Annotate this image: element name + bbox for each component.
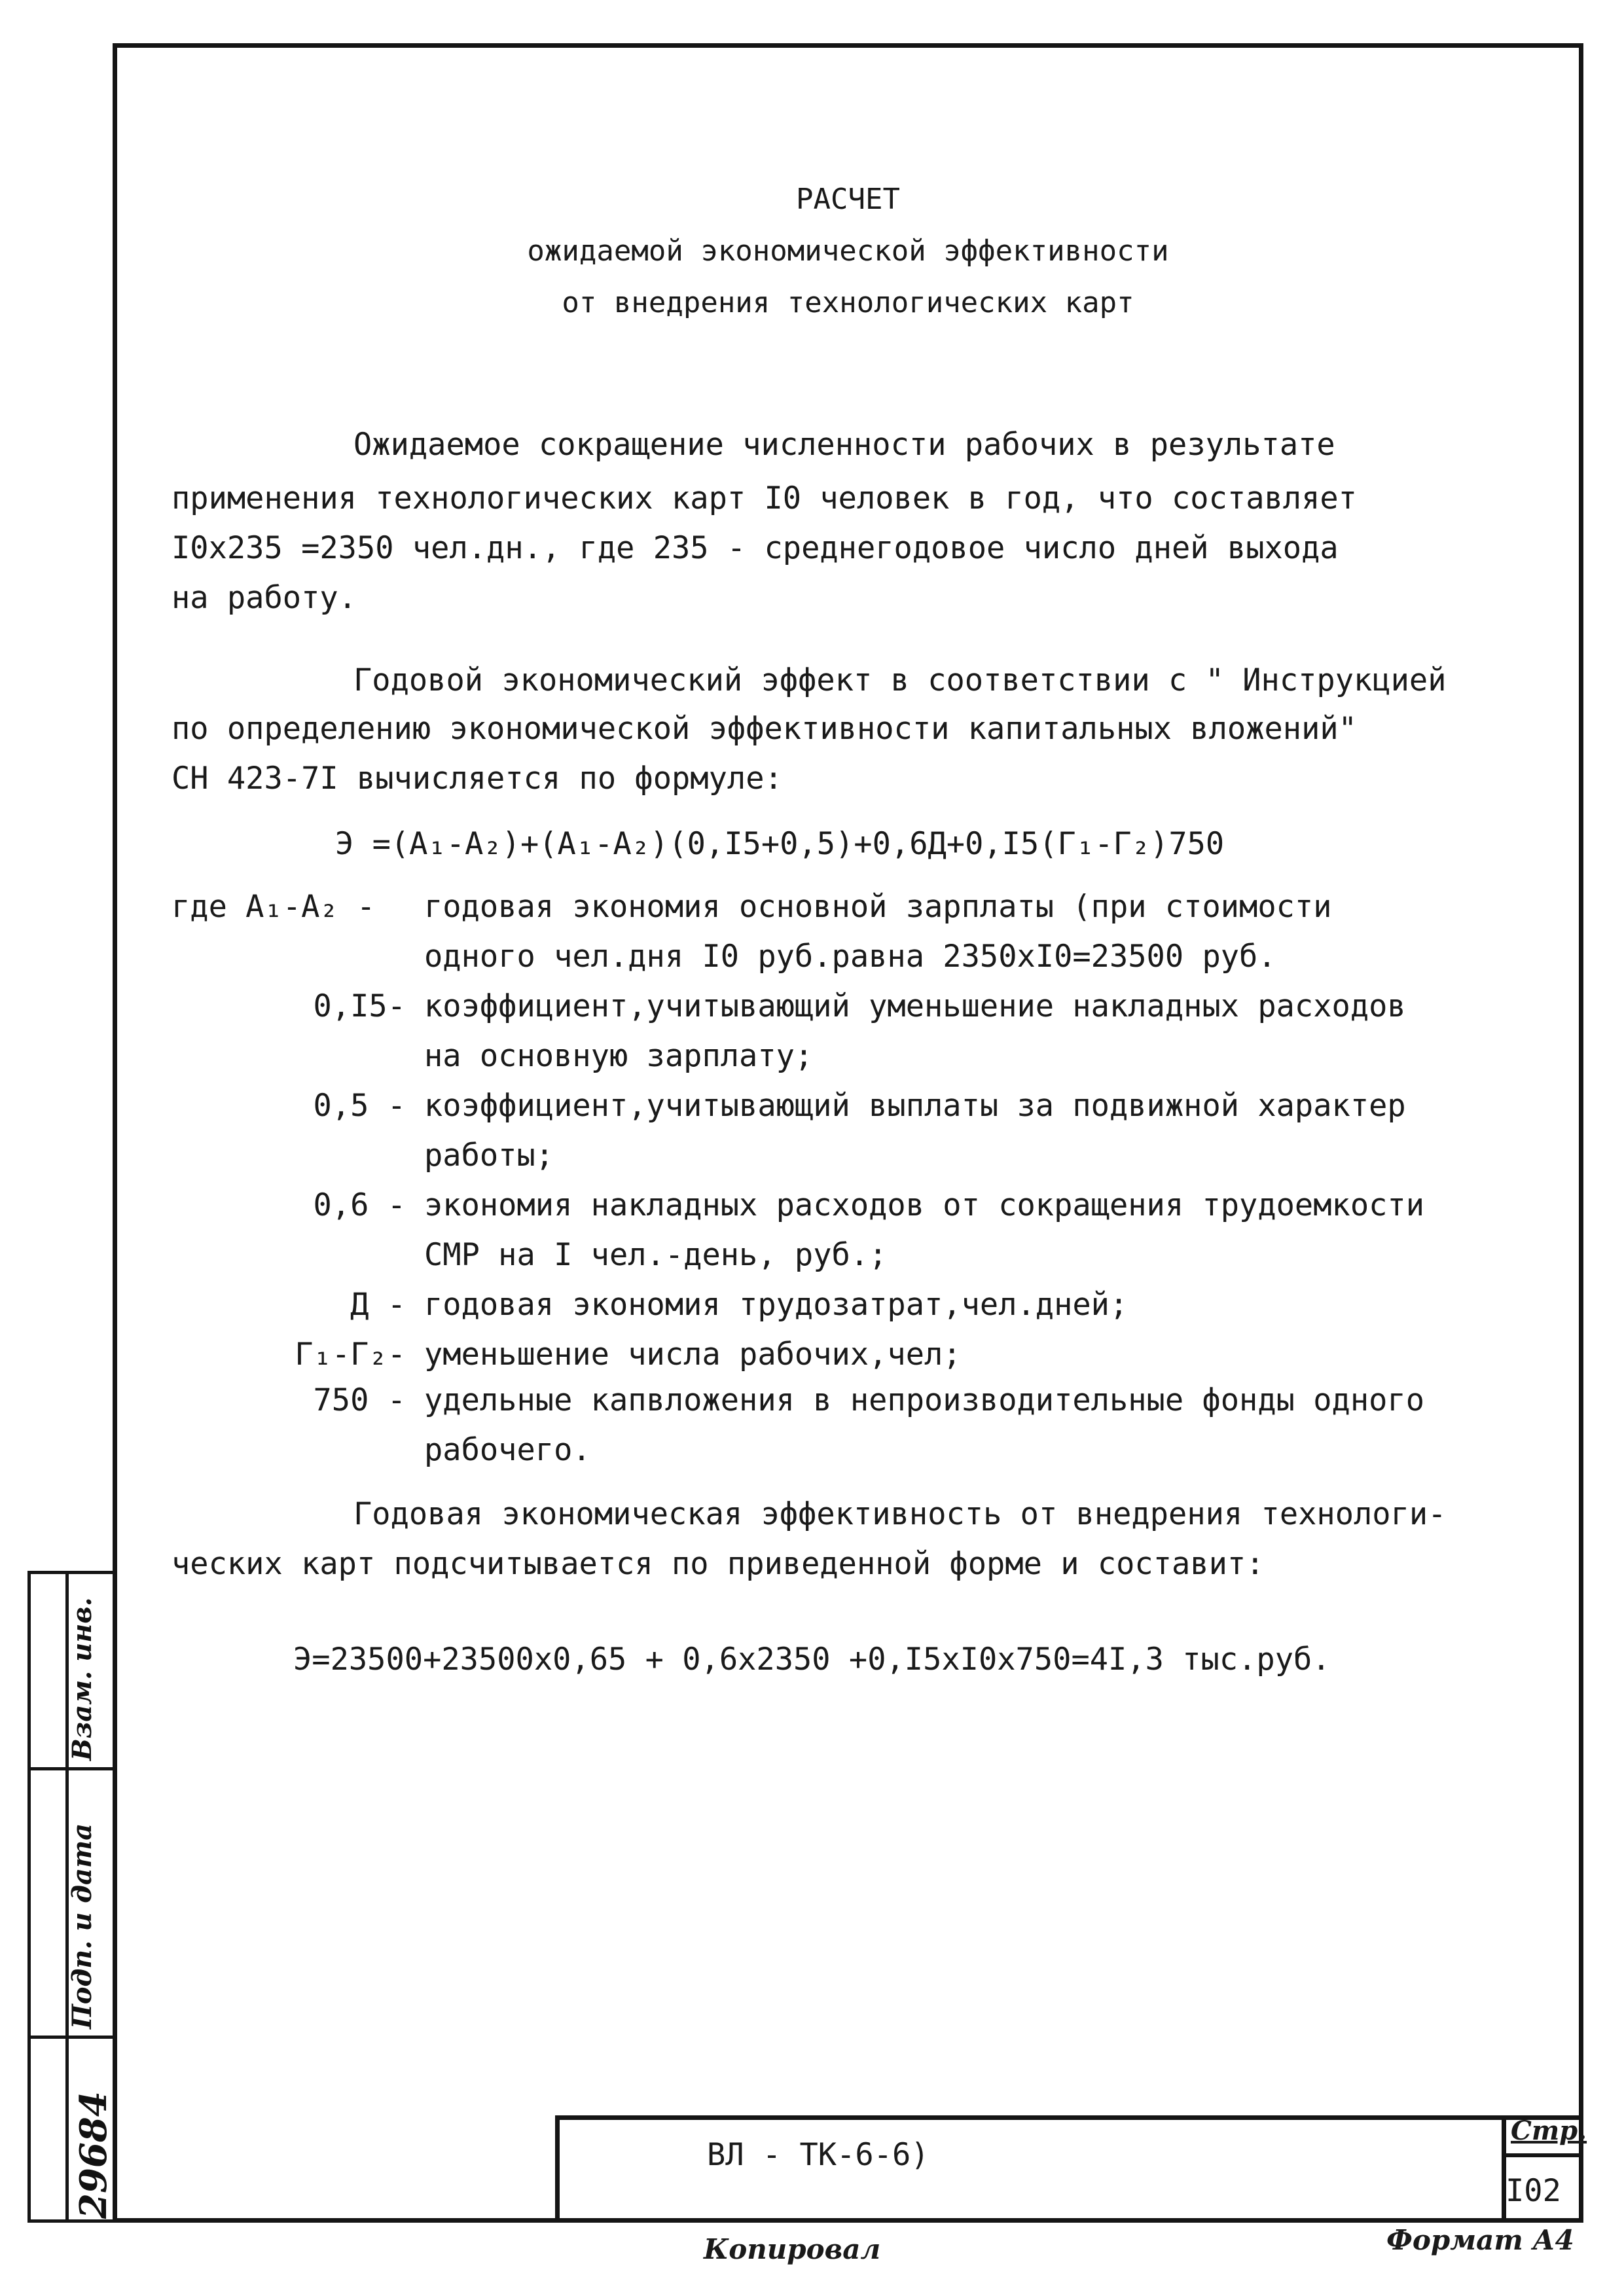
para1-line: применения технологических карт I0 человек в год, что составляет [171, 480, 1357, 516]
document-code: ВЛ - ТК-6-6) [707, 2137, 929, 2173]
definition-text: СМР на I чел.-день, руб.; [424, 1237, 888, 1273]
result-formula: Э=23500+23500x0,65 + 0,6x2350 +0,I5xI0x750=4I,3 тыс.руб. [293, 1641, 1331, 1677]
definition-text: рабочего. [424, 1432, 591, 1468]
footer-copied-by: Копировал [704, 2233, 881, 2265]
definition-term: 0,I5- [313, 988, 406, 1024]
definition-text: работы; [424, 1138, 554, 1174]
para2-line: по определению экономической эффективности капитальных вложений" [171, 711, 1357, 747]
definition-term: 0,6 - [313, 1187, 406, 1223]
definition-term: 750 - [313, 1382, 406, 1418]
para3-line: ческих карт подсчитывается по приведенной форме и составит: [171, 1546, 1265, 1582]
definition-text: одного чел.дня I0 руб.равна 2350xI0=23500 руб. [424, 939, 1276, 975]
page-frame [113, 43, 1583, 2223]
footer-format: Формат А4 [1386, 2224, 1574, 2256]
definition-text: уменьшение числа рабочих,чел; [424, 1336, 962, 1372]
document-subtitle-1: ожидаемой экономической эффективности [527, 234, 1169, 268]
definition-text: коэффициент,учитывающий уменьшение накладных расходов [424, 988, 1406, 1024]
side-inventory-number: 29684 [72, 2091, 115, 2219]
side-label-signature: Подп. и дата [67, 1823, 98, 2029]
page-number: I02 [1506, 2173, 1561, 2209]
definition-term: Г₁-Г₂- [295, 1336, 406, 1372]
definition-text: экономия накладных расходов от сокращения трудоемкости [424, 1187, 1425, 1223]
side-label-replacement: Взам. инв. [67, 1597, 98, 1761]
side-strip-divider [27, 1767, 113, 1770]
document-subtitle-2: от внедрения технологических карт [562, 286, 1134, 319]
para1-line: Ожидаемое сокращение численности рабочих в результате [353, 427, 1335, 463]
definition-term: 0,5 - [313, 1088, 406, 1124]
para1-line: на работу. [171, 580, 357, 616]
page-label: Стр. [1511, 2115, 1587, 2146]
definition-term: где А₁-А₂ - [171, 889, 376, 925]
definition-text: годовая экономия трудозатрат,чел.дней; [424, 1287, 1128, 1323]
document-title: РАСЧЕТ [796, 183, 900, 216]
definition-text: на основную зарплату; [424, 1038, 814, 1074]
para3-line: Годовая экономическая эффективность от внедрения технологи- [353, 1496, 1447, 1532]
definition-text: удельные капвложения в непроизводительные фонды одного [424, 1382, 1425, 1418]
side-strip-divider [27, 2036, 113, 2039]
page-box-divider [1502, 2153, 1583, 2157]
definition-term: Д - [350, 1287, 406, 1323]
para2-line: Годовой экономический эффект в соответствии с " Инструкцией [353, 662, 1447, 698]
definition-text: коэффициент,учитывающий выплаты за подвижной характер [424, 1088, 1406, 1124]
main-formula: Э =(А₁-А₂)+(А₁-А₂)(0,I5+0,5)+0,6Д+0,I5(Г₁-Г₂)750 [335, 826, 1225, 862]
para1-line: I0x235 =2350 чел.дн., где 235 - среднегодовое число дней выхода [171, 530, 1339, 566]
definition-text: годовая экономия основной зарплаты (при стоимости [424, 889, 1332, 925]
para2-line: СН 423-7I вычисляется по формуле: [171, 761, 783, 797]
